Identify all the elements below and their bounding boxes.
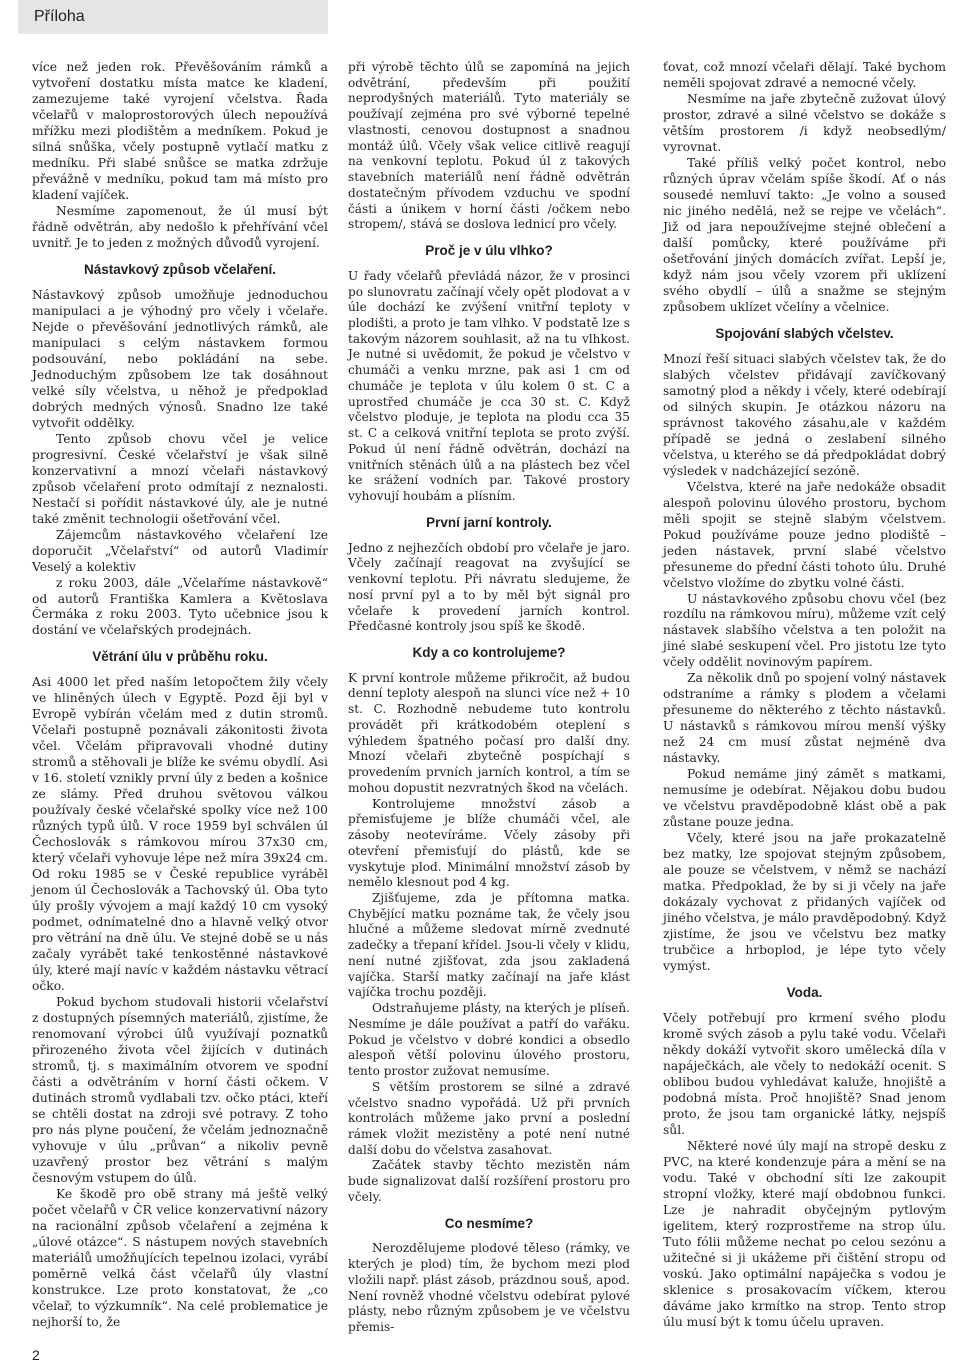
paragraph: Pokud bychom studovali historii včelařství z dostupných písemných materiálů, zjistíme, že renomovaní výrobci úlů využívají poznatků přirozeného života včel žijících v dutinách stromů, tj. s maximálním otvorem ve spodní části a odvětráním v horní části očkem. V dutinách stromů vydlabali tzv. očko ptáci, kteří se chtěli dostat na zdroji své potravy. Z toho pro nás plyne poučení, že včelám jednoznačně vyhovuje v úlu „průvan“ a nikoliv pevně uzavřený prostor bez větrání s malým česnovým vstupem do úlů.: [32, 995, 328, 1185]
paragraph: Zájemcům nástavkového včelaření lze doporučit „Včelařství“ od autorů Vladimír Veselý a kolektiv: [32, 527, 328, 574]
section-heading: Větrání úlu v průběhu roku.: [92, 649, 268, 665]
paragraph: Včely potřebují pro krmení svého plodu kromě svých zásob a pylu také vodu. Včelaři někdy dokáží vytvořit skoro umělecká díla v napáječkách, ale včely to nedokáží ocenit. S oblibou budou vyhledávat kaluže, hnojiště a podobná místa. Proč hnojiště? Snad jenom proto, že jsou tam organické látky, nejspíš sůl.: [663, 1011, 946, 1137]
paragraph: Nesmíme na jaře zbytečně zužovat úlový prostor, zdravé a silné včelstvo se dokáže s větším prostorem /i když neobsedlým/ vyrovnat.: [663, 91, 946, 154]
paragraph: ťovat, což mnozí včelaři dělají. Také bychom neměli spojovat zdravé a nemocné včely.: [663, 60, 946, 90]
section-header: [18, 0, 328, 34]
paragraph: Včelstva, které na jaře nedokáže obsadit alespoň polovinu úlového prostoru, bychom měli spojit se stejně slabým včelstvem. Pokud používáme pouze jedno plodiště – jeden nástavek, první slabé včelstvo přesuneme do přední části tohoto úlu. Druhé včelstvo vložíme do zbytku volné části.: [663, 479, 946, 590]
paragraph: Také příliš velký počet kontrol, nebo různých úprav včelám spíše škodí. Ať o nás sousedé nemluví takto: „Je volno a soused nic jiného nedělá, než se rejpe ve včelách“. Již od jara nepoužívejme stejné oblečení a další pomůcky, které používáme při ošetřování jiných domácích zvířat. Lepší je, když nám jsou včely vzorem při uklízení svého obydlí – úlů a snažme se stejným způsobem uklízet včelíny a včelnice.: [663, 155, 946, 314]
paragraph: Některé nové úly mají na stropě desku z PVC, na které kondenzuje pára a mění se na vodu. Také v obchodní síti lze zakoupit stropní vložky, které mají obdobnou funkci. Lze je nahradit obyčejným pytlovým igelitem, který rozprostřeme na strop úlu. Tuto fólii můžeme nechat po celou sezónu a užitečné si ji ukážeme při čištění stropu od voskú. Jako optimální napáječka s vodou je sklenice s prosakovacím víčkem, kterou dáváme jako krmítko na strop. Tento strop úlu musí být k tomu účelu upraven.: [663, 1138, 946, 1329]
paragraph: U řady včelařů převládá názor, že v prosinci po slunovratu začínají včely opět plodovat a v úle dochází ke zvýšení vnitřní teploty v plodišti, a proto je tam vlhko. V podstatě lze s takovým názorem souhlasit, až na tu vlhkost. Je nutné si uvědomit, že pokud je včelstvo v chumáči a venku mrzne, pak asi 1 cm od chumáče je teplota v úlu kolem 0 st. C a uprostřed chumáče je cca 30 st. C. Když včelstvo ploduje, je teplota na plodu cca 35 st. C a celková vnitřní teplota se proto zvýší. Pokud úl není řádně odvětrán, dochází na vnitřních stěnách úlů a na plástech bez včel ke srážení vodních par. Takové prostory vyhovují houbám a plísním.: [348, 268, 630, 504]
paragraph: Asi 4000 let před naším letopočtem žily včely ve hliněných úlech v Egyptě. Pozd ěji byl v Evropě vybírán včelám med z dutin stromů. Včelaři postupně poznávali zákonitosti života včel. Včelám připravovali vhodné dutiny stromů a stěhovali je blíže ke svému obydlí. Asi v 16. století vznikly první úly z beden a košnice ze slámy. Před druhou světovou válkou používaly české včelařské spolky více než 100 různých typů úlů. V roce 1959 byl schválen úl Čechoslovák s rámkovou mírou 37x30 cm, který včelaři vyhovuje lépe než míra 39x24 cm. Od roku 1985 se v České republice vyráběl jenom úl Čechoslovák a Tachovský úl. Oba tyto úly prošly vývojem a mají každý 10 cm vysoký podmet, odnímatelné dno a hlavně velký otvor pro větrání na dně úlu. Ve stejné době se u nás začaly vyrábět také tenkostěnné nástavkové úly, které mají navíc v každém nástavku větrací očko.: [32, 675, 328, 994]
section-heading: Kdy a co kontrolujeme?: [412, 644, 566, 660]
text-column-1: [32, 60, 328, 1331]
paragraph: Ke škodě pro obě strany má ještě velký počet včelařů v ČR velice konzervativní názory na racionální způsob včelaření a zejména k „úlové otázce“. S nástupem nových stavebních materiálů umožňujících tepelnou izolaci, vyrábí poměrně velká část včelařů úly vlastní konstrukce. Lze proto konstatovat, že „co včelař, to výzkumník“. Na celé problematice je nejhorší to, že: [32, 1186, 328, 1329]
paragraph: Včely, které jsou na jaře prokazatelně bez matky, lze spojovat stejným způsobem, ale pouze se včelstvem, v němž se nachází matka. Předpoklad, že by si ji včely na jaře dokázaly vychovat z přidaných vajíček od jiného včelstva, je málo pravděpodobný. Když zjistíme, že jsou ve včelstvu bez matky trubčice a hrboplod, je lépe tyto včely vymýst.: [663, 831, 946, 974]
page-number: 2: [32, 1347, 40, 1363]
section-heading: Proč je v úlu vlhko?: [425, 243, 553, 259]
paragraph: K první kontrole můžeme přikročit, až budou denní teploty alespoň na slunci více než + 10 st. C. Rozhodně nebudeme tuto kontrolu provádět při krátkodobém oteplení s výhledem špatného počasí pro další dny. Mnozí včelaři zbytečně pospíchají s provedením prvních jarních kontrol, a tím se mohou dopustit nezvratných škod na včelách.: [348, 670, 630, 795]
section-title: Příloha: [34, 8, 85, 25]
paragraph: Tento způsob chovu včel je velice progresivní. České včelařství je však silně konzervativní a mnozí včelaři nástavkový způsob včelaření proto odmítají z neznalosti. Nestačí si pořídit nástavkové úly, ale je nutné také změnit technologii ošetřování včel.: [32, 431, 328, 526]
section-heading: Nástavkový způsob včelaření.: [83, 261, 277, 277]
paragraph: Nástavkový způsob umožňuje jednoduchou manipulaci a je výhodný pro včely i včelaře. Nejde o převěšování jednotlivých rámků, ale manipulaci s celým nástavkem formou podsouvání, nebo pokládání na sebe. Jednoduchým způsobem lze tak dosáhnout velké síly včelstva, u něhož je předpoklad dobrých medných výnosů. Snadno lze také vytvořit oddělky.: [32, 287, 328, 430]
paragraph: Mnozí řeší situaci slabých včelstev tak, že do slabých včelstev přidávají zavíčkovaný samotný plod a někdy i včely, které odebírají od silných skupin. Je otázkou názoru na správnost takového zásahu,ale v každém případě se jedná o zeslabení silného včelstva, u kterého se dá předpokládat dobrý výsledek v nadcházející sezóně.: [663, 351, 946, 478]
paragraph: Začátek stavby těchto mezistěn nám bude signalizovat další rozšíření prostoru pro včely.: [348, 1158, 630, 1204]
paragraph: Jedno z nejhezčích období pro včelaře je jaro. Včely začínají reagovat na zvyšující se venkovní teplotu. Při návratu sledujeme, že nosí první pyl a to by měl být signál pro včelaře k provedení jarních kontrol. Předčasné kontroly jsou spíš ke škodě.: [348, 540, 630, 634]
paragraph: více než jeden rok. Převěšováním rámků a vytvoření dostatku místa matce ke kladení, zamezujeme také vyrojení včelstva. Řada včelařů v maloprostorových úlech nepoužívá mřížku mezi plodištěm a medníkem. Pokud je silná snůška, včely postupně vytlačí matku z medníku. Při slabé snůšce se matka zdržuje převážně v medníku, pokud tam má místo pro kladení vajíček.: [32, 60, 328, 202]
text-column-3: [663, 60, 946, 1331]
paragraph: při výrobě těchto úlů se zapomíná na jejich odvětrání, především při použití neprodyšných materiálů. Tyto materiály se používají zejména pro své výborné tepelné vlastnosti, cenovou dostupnost a snadnou montáž úlů. Včely však velice citlivě reagují na venkovní teplotu. Pokud úl z takových stavebních materiálů není řádně odvětrán dostatečným přívodem vzduchu ve spodní části a únikem v horní části /očkem nebo stropem/, stává se doslova lednicí pro včely.: [348, 60, 630, 232]
text-column-2: [348, 60, 630, 1336]
section-heading: První jarní kontroly.: [426, 514, 552, 530]
paragraph: Kontrolujeme množství zásob a přemisťujeme je blíže chumáči včel, ale zásoby neotevíráme. Včely zásoby při otevření přemisťují do plástů, kde se vyskytuje plod. Minimální množství zásob by nemělo klesnout pod 4 kg.: [348, 796, 630, 890]
paragraph: Za několik dnů po spojení volný nástavek odstraníme a rámky s plodem a včelami přesuneme do některého z těchto nástavků. U nástavků s rámkovou mírou menší výšky než 24 cm musí zůstat nejméně dva nástavky.: [663, 671, 946, 766]
paragraph: Pokud nemáme jiný zámět s matkami, nemusíme je odebírat. Nějakou dobu budou ve včelstvu pravděpodobně klást obě a pak zůstane pouze jedna.: [663, 767, 946, 830]
paragraph: z roku 2003, dále „Včelaříme nástavkově“ od autorů Františka Kamlera a Květoslava Čermáka z roku 2003. Tyto učebnice jsou k dostání ve včelařských prodejnách.: [32, 575, 328, 638]
section-heading: Spojování slabých včelstev.: [715, 325, 894, 341]
paragraph: S větším prostorem se silné a zdravé včelstvo snadno vypořádá. Už při prvních kontrolách můžeme jako první a poslední rámek vložit mezistěny a poté není nutné další dobu do včelstva zasahovat.: [348, 1079, 630, 1157]
paragraph: U nástavkového způsobu chovu včel (bez rozdílu na rámkovou míru), můžeme vzít celý nástavek slabšího včelstva a ten položit na jiné slabé seskupení včel. Pro jistotu lze tyto včely oddělit novinovým papírem.: [663, 591, 946, 670]
paragraph: Nesmíme zapomenout, že úl musí být řádně odvětrán, aby nedošlo k přehřívání včel uvnitř. Je to jeden z možných důvodů vyrojení.: [32, 203, 328, 250]
section-heading: Voda.: [786, 985, 823, 1001]
paragraph: Zjišťujeme, zda je přítomna matka. Chybějící matku poznáme tak, že včely jsou hlučné a můžeme sledovat mírně zvednuté zadečky a třepaní křídel. Jsou-li včely v klidu, není nutné zjišťovat, zda jsou zakladená vajíčka. Starší matky začínají na jaře klást vajíčka trochu později.: [348, 890, 630, 1000]
paragraph: Odstraňujeme plásty, na kterých je plíseň. Nesmíme je dále používat a patří do vařáku. Pokud je včelstvo v dobré kondici a obsedlo alespoň větší polovinu úlového prostoru, tento prostor zužovat nemusíme.: [348, 1001, 630, 1079]
paragraph: Nerozdělujeme plodové těleso (rámky, ve kterých je plod) tím, že bychom mezi plod vložili např. plást zásob, prázdnou souš, apod. Není rovněž vhodné včelstvu odebírat pylové plásty, nebo různým způsobem je ve včelstvu přemis-: [348, 1241, 630, 1335]
section-heading: Co nesmíme?: [444, 1215, 534, 1231]
